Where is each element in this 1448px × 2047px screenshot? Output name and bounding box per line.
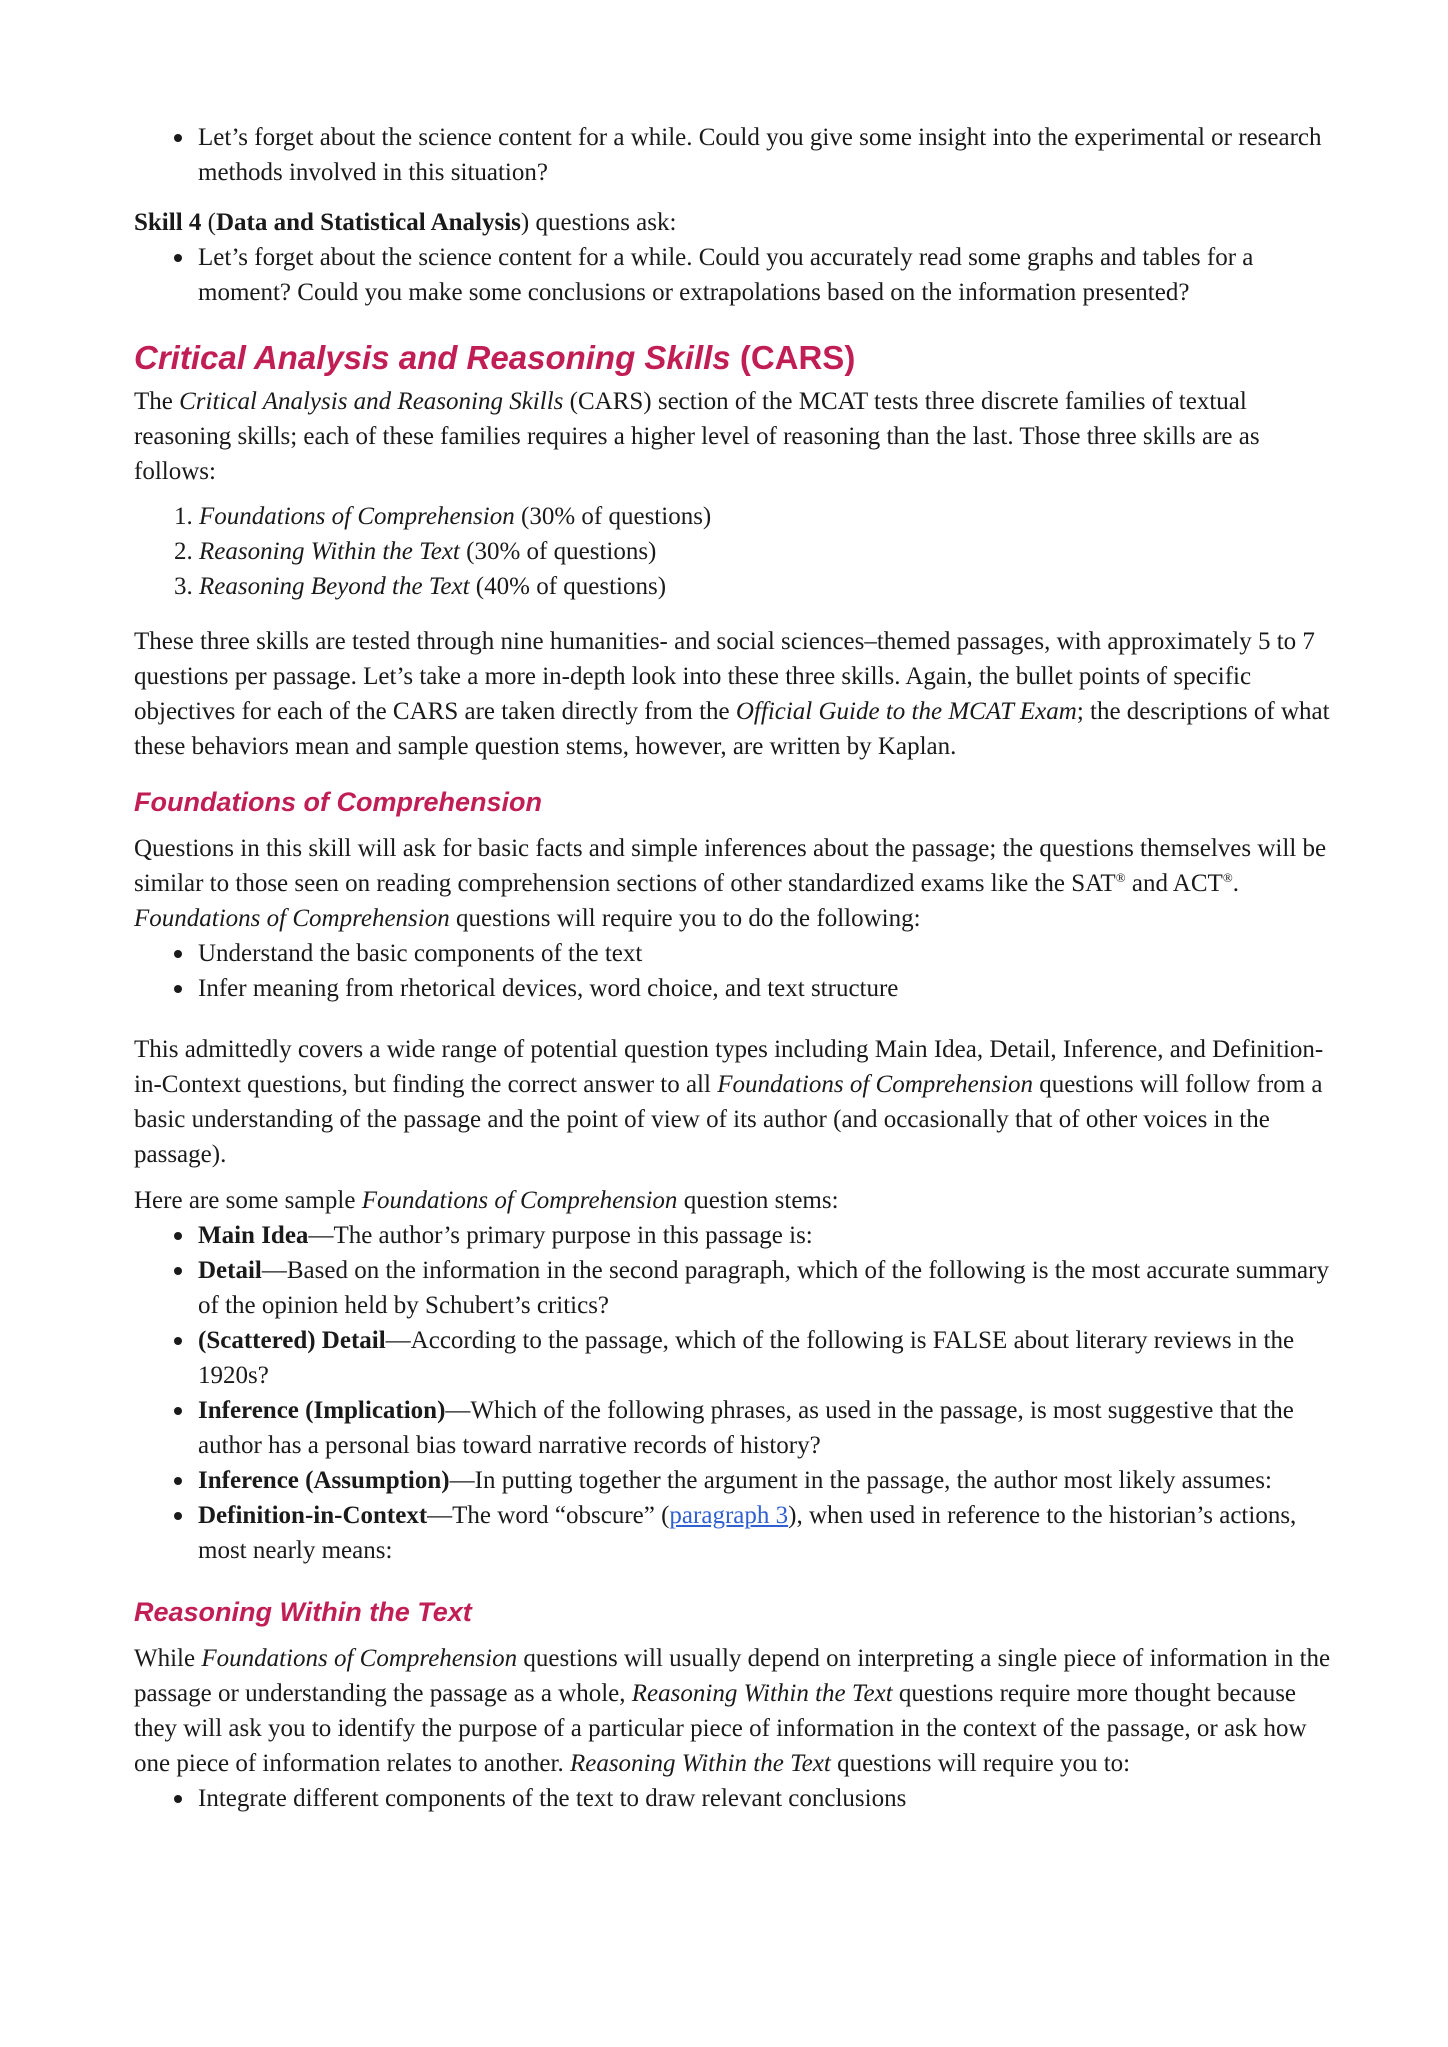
skill4-name: Data and Statistical Analysis (215, 209, 521, 236)
skill4-bullet-list (134, 240, 1334, 310)
list-item: Let’s forget about the science content for a while. Could you give some insight into the experimental or research methods involved in this situation? (134, 120, 1334, 190)
list-item: 2. Reasoning Within the Text (30% of questions) (174, 538, 657, 565)
skill3-bullet-list (134, 120, 1334, 190)
page-content (134, 120, 1334, 1816)
registered-mark: ® (1222, 870, 1233, 885)
paragraph-3-link[interactable]: paragraph 3 (669, 1502, 789, 1529)
foc-heading: Foundations of Comprehension (134, 787, 542, 817)
list-item: (Scattered) Detail—According to the passage, which of the following is FALSE about literary reviews in the 1920s? (134, 1323, 1334, 1393)
rwt-intro-paragraph: While Foundations of Comprehension questions will usually depend on interpreting a single piece of information in the passage or understanding the passage as a whole, Reasoning Within the Text questions require more thought because they will ask you to identify the purpose of a particular piece of information in the context of the passage, or ask how one piece of information relates to another. Reasoning Within the Text questions will require you to: (134, 1645, 1331, 1777)
list-item: Let’s forget about the science content for a while. Could you accurately read some graphs and tables for a moment? Could you make some conclusions or extrapolations based on the information presented? (134, 240, 1334, 310)
list-item: Main Idea—The author’s primary purpose in this passage is: (134, 1218, 1334, 1253)
list-item: Definition-in-Context—The word “obscure” (paragraph 3), when used in reference to the historian’s actions, most nearly means: (134, 1498, 1334, 1568)
cars-overview-paragraph: These three skills are tested through nine humanities- and social sciences–themed passages, with approximately 5 to 7 questions per passage. Let’s take a more in-depth look into these three skills. Again, the bullet points of specific objectives for each of the CARS are taken directly from the Official Guide to the MCAT Exam; the descriptions of what these behaviors mean and sample question stems, however, are written by Kaplan. (134, 628, 1330, 760)
skill4-intro: Skill 4 (Data and Statistical Analysis) questions ask: (134, 209, 677, 236)
list-item: Inference (Assumption)—In putting together the argument in the passage, the author most likely assumes: (134, 1463, 1334, 1498)
foc-objectives-list (134, 936, 1334, 1006)
foc-description-paragraph: This admittedly covers a wide range of potential question types including Main Idea, Detail, Inference, and Definition-in-Context questions, but finding the correct answer to all Foundations of Comprehension questions will follow from a basic understanding of the passage and the point of view of its author (and occasionally that of other voices in the passage). (134, 1036, 1324, 1168)
list-item: 3. Reasoning Beyond the Text (40% of questions) (174, 573, 667, 600)
skill4-label: Skill 4 (134, 209, 202, 236)
rwt-objectives-list (134, 1781, 1334, 1816)
registered-mark: ® (1115, 870, 1126, 885)
cars-intro-paragraph: The Critical Analysis and Reasoning Skills (CARS) section of the MCAT tests three discrete families of textual reasoning skills; each of these families requires a higher level of reasoning than the last. Those three skills are as follows: (134, 388, 1260, 485)
rwt-heading: Reasoning Within the Text (134, 1597, 472, 1627)
list-item: Detail—Based on the information in the second paragraph, which of the following is the most accurate summary of the opinion held by Schubert’s critics? (134, 1253, 1334, 1323)
list-item: Inference (Implication)—Which of the following phrases, as used in the passage, is most suggestive that the author has a personal bias toward narrative records of history? (134, 1393, 1334, 1463)
list-item: 1. Foundations of Comprehension (30% of questions) (174, 503, 712, 530)
cars-skills-list (134, 499, 1334, 604)
list-item: Understand the basic components of the text (134, 936, 1334, 971)
cars-heading: Critical Analysis and Reasoning Skills (CARS) (134, 339, 856, 376)
foc-question-stems-list (134, 1218, 1334, 1568)
list-item: Infer meaning from rhetorical devices, word choice, and text structure (134, 971, 1334, 1006)
foc-intro-paragraph: Questions in this skill will ask for basic facts and simple inferences about the passage; the questions themselves will be similar to those seen on reading comprehension sections of other standardized exams like the SAT® and ACT®. Foundations of Comprehension questions will require you to do the following: (134, 835, 1327, 932)
list-item: Integrate different components of the text to draw relevant conclusions (134, 1781, 1334, 1816)
foc-sample-intro: Here are some sample Foundations of Comprehension question stems: (134, 1187, 839, 1214)
